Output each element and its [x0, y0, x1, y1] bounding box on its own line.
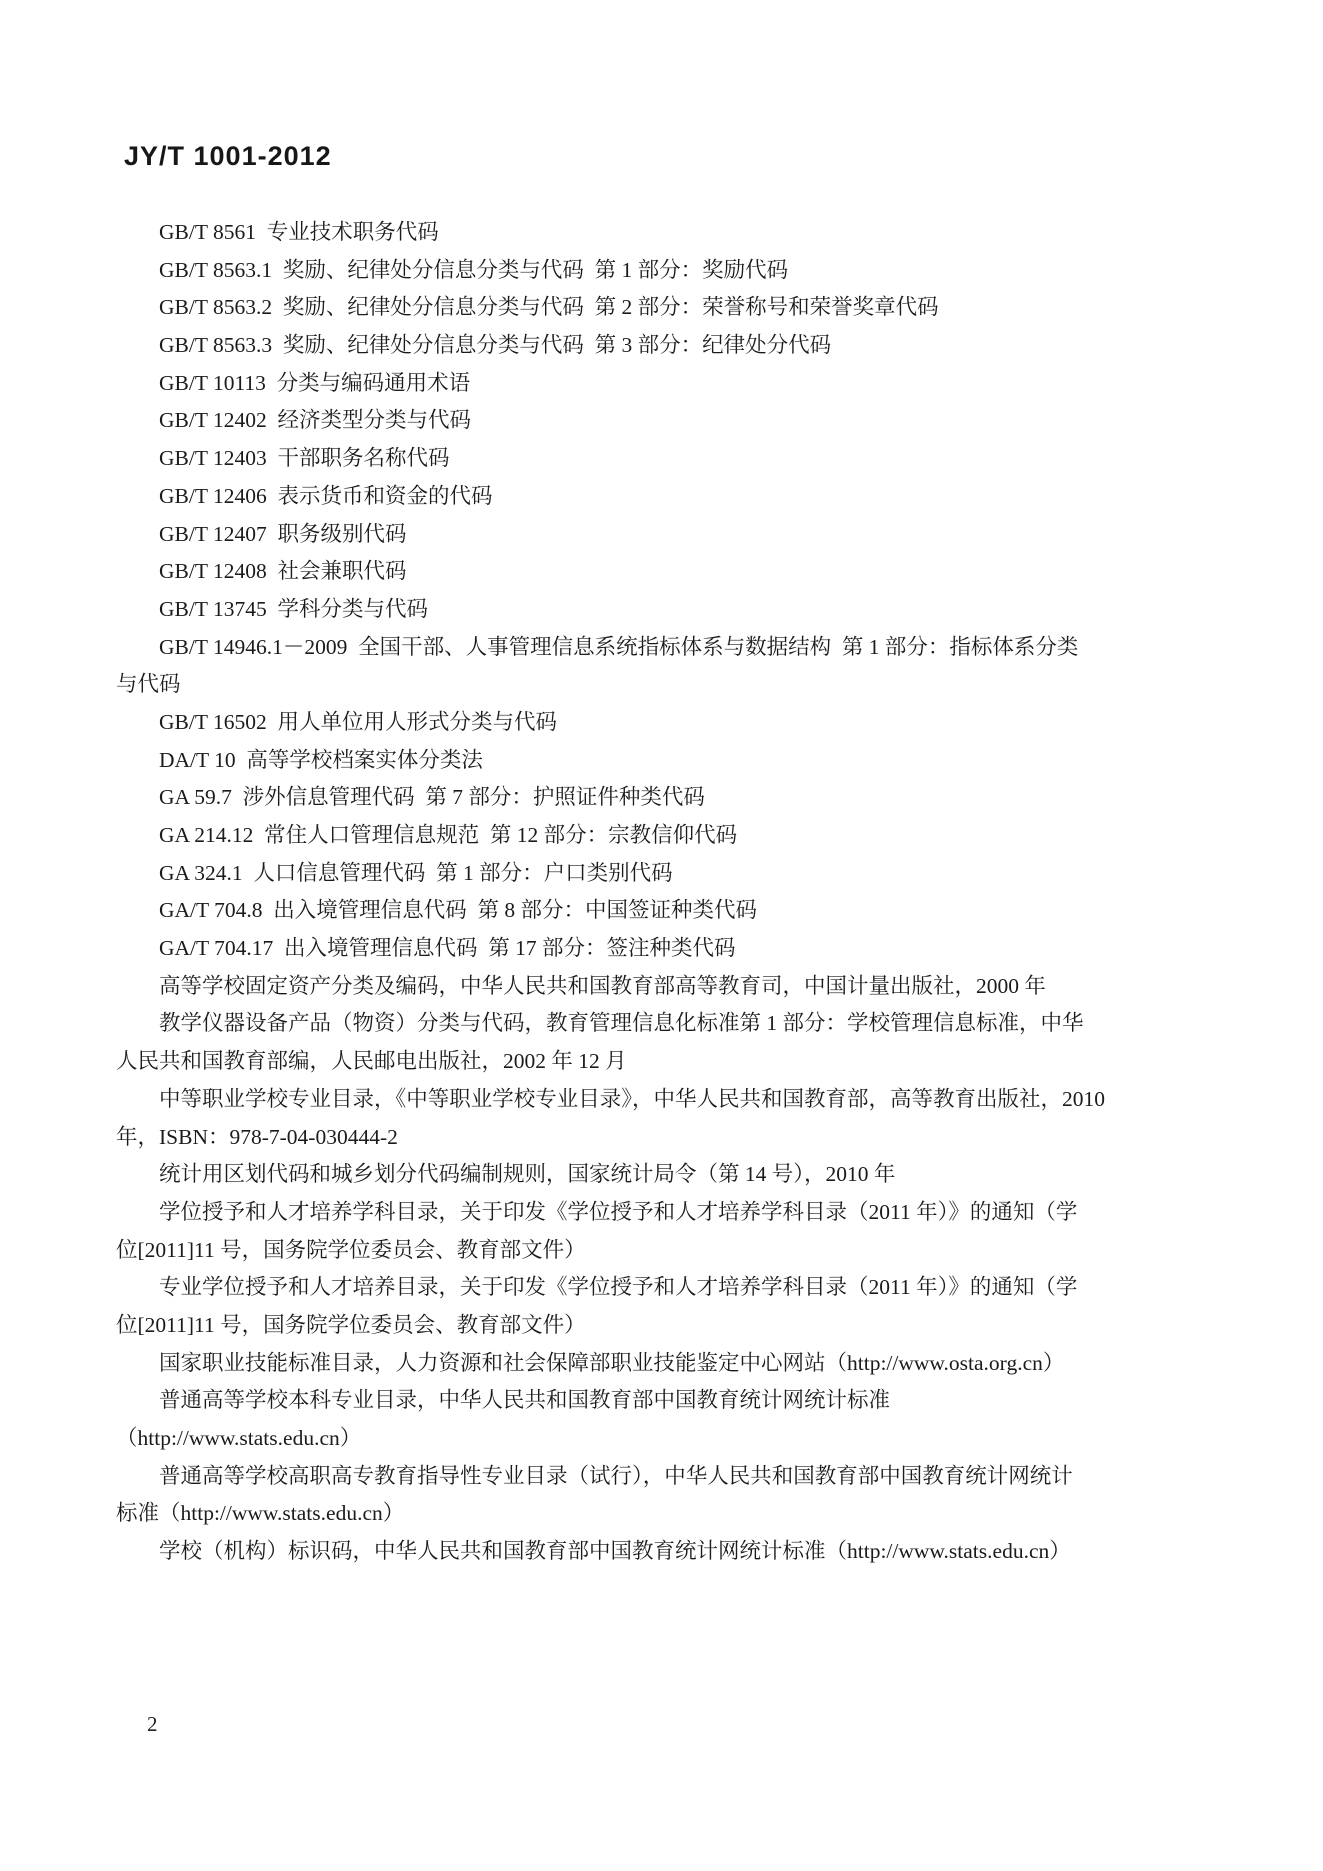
- text-line: GB/T 12403 干部职务名称代码: [159, 446, 450, 471]
- text-line: 中等职业学校专业目录，《中等职业学校专业目录》，中华人民共和国教育部，高等教育出版社，2010: [159, 1086, 1106, 1111]
- text-line: GB/T 12402 经济类型分类与代码: [159, 408, 471, 433]
- text-line: （http://www.stats.edu.cn）: [116, 1426, 362, 1450]
- text-line: 普通高等学校本科专业目录，中华人民共和国教育部中国教育统计网统计标准: [159, 1388, 891, 1413]
- text-line: 学校（机构）标识码，中华人民共和国教育部中国教育统计网统计标准（http://www.stats.edu.cn）: [159, 1539, 1071, 1564]
- text-line: 普通高等学校高职高专教育指导性专业目录（试行），中华人民共和国教育部中国教育统计网统计: [159, 1463, 1073, 1488]
- text-line: GA/T 704.8 出入境管理信息代码 第 8 部分：中国签证种类代码: [159, 898, 758, 923]
- text-line: GA 59.7 涉外信息管理代码 第 7 部分：护照证件种类代码: [159, 785, 705, 810]
- text-line: DA/T 10 高等学校档案实体分类法: [159, 747, 483, 772]
- text-line: 统计用区划代码和城乡划分代码编制规则，国家统计局令（第 14 号），2010 年: [159, 1162, 896, 1187]
- text-line: 教学仪器设备产品（物资）分类与代码，教育管理信息化标准第 1 部分：学校管理信息标准，中华: [159, 1011, 1084, 1036]
- text-line: GB/T 12408 社会兼职代码: [159, 559, 407, 584]
- text-line: 位[2011]11 号，国务院学位委员会、教育部文件）: [116, 1237, 586, 1262]
- text-line: GB/T 8563.3 奖励、纪律处分信息分类与代码 第 3 部分：纪律处分代码: [159, 333, 832, 358]
- text-line: GB/T 14946.1－2009 全国干部、人事管理信息系统指标体系与数据结构 第 1 部分：指标体系分类: [159, 634, 1079, 659]
- standard-number-header: JY/T 1001-2012: [124, 141, 332, 171]
- text-line: 高等学校固定资产分类及编码，中华人民共和国教育部高等教育司，中国计量出版社，2000 年: [159, 973, 1046, 998]
- text-line: GB/T 16502 用人单位用人形式分类与代码: [159, 709, 557, 734]
- text-line: 与代码: [116, 672, 181, 697]
- page-number: 2: [147, 1712, 158, 1736]
- text-line: 位[2011]11 号，国务院学位委员会、教育部文件）: [116, 1312, 586, 1337]
- text-line: GB/T 13745 学科分类与代码: [159, 596, 428, 621]
- text-line: 学位授予和人才培养学科目录，关于印发《学位授予和人才培养学科目录（2011 年）》的通知（学: [159, 1199, 1078, 1224]
- references-list: [116, 214, 1211, 1571]
- text-line: GA/T 704.17 出入境管理信息代码 第 17 部分：签注种类代码: [159, 936, 736, 961]
- text-line: 标准（http://www.stats.edu.cn）: [116, 1501, 405, 1526]
- text-line: 专业学位授予和人才培养目录，关于印发《学位授予和人才培养学科目录（2011 年）》的通知（学: [159, 1275, 1078, 1300]
- text-line: GA 214.12 常住人口管理信息规范 第 12 部分：宗教信仰代码: [159, 823, 738, 847]
- text-line: GB/T 8563.2 奖励、纪律处分信息分类与代码 第 2 部分：荣誉称号和荣誉奖章代码: [159, 295, 939, 320]
- text-line: GB/T 10113 分类与编码通用术语: [159, 370, 471, 395]
- text-line: GB/T 8563.1 奖励、纪律处分信息分类与代码 第 1 部分：奖励代码: [159, 257, 789, 282]
- text-line: GB/T 8561 专业技术职务代码: [159, 220, 439, 244]
- text-line: 年，ISBN：978-7-04-030444-2: [116, 1124, 398, 1149]
- text-line: 人民共和国教育部编，人民邮电出版社，2002 年 12 月: [116, 1049, 627, 1074]
- text-line: GB/T 12407 职务级别代码: [159, 521, 407, 546]
- text-line: GB/T 12406 表示货币和资金的代码: [159, 483, 493, 508]
- text-line: GA 324.1 人口信息管理代码 第 1 部分：户口类别代码: [159, 860, 673, 885]
- text-line: 国家职业技能标准目录，人力资源和社会保障部职业技能鉴定中心网站（http://www.osta.org.cn）: [159, 1350, 1065, 1375]
